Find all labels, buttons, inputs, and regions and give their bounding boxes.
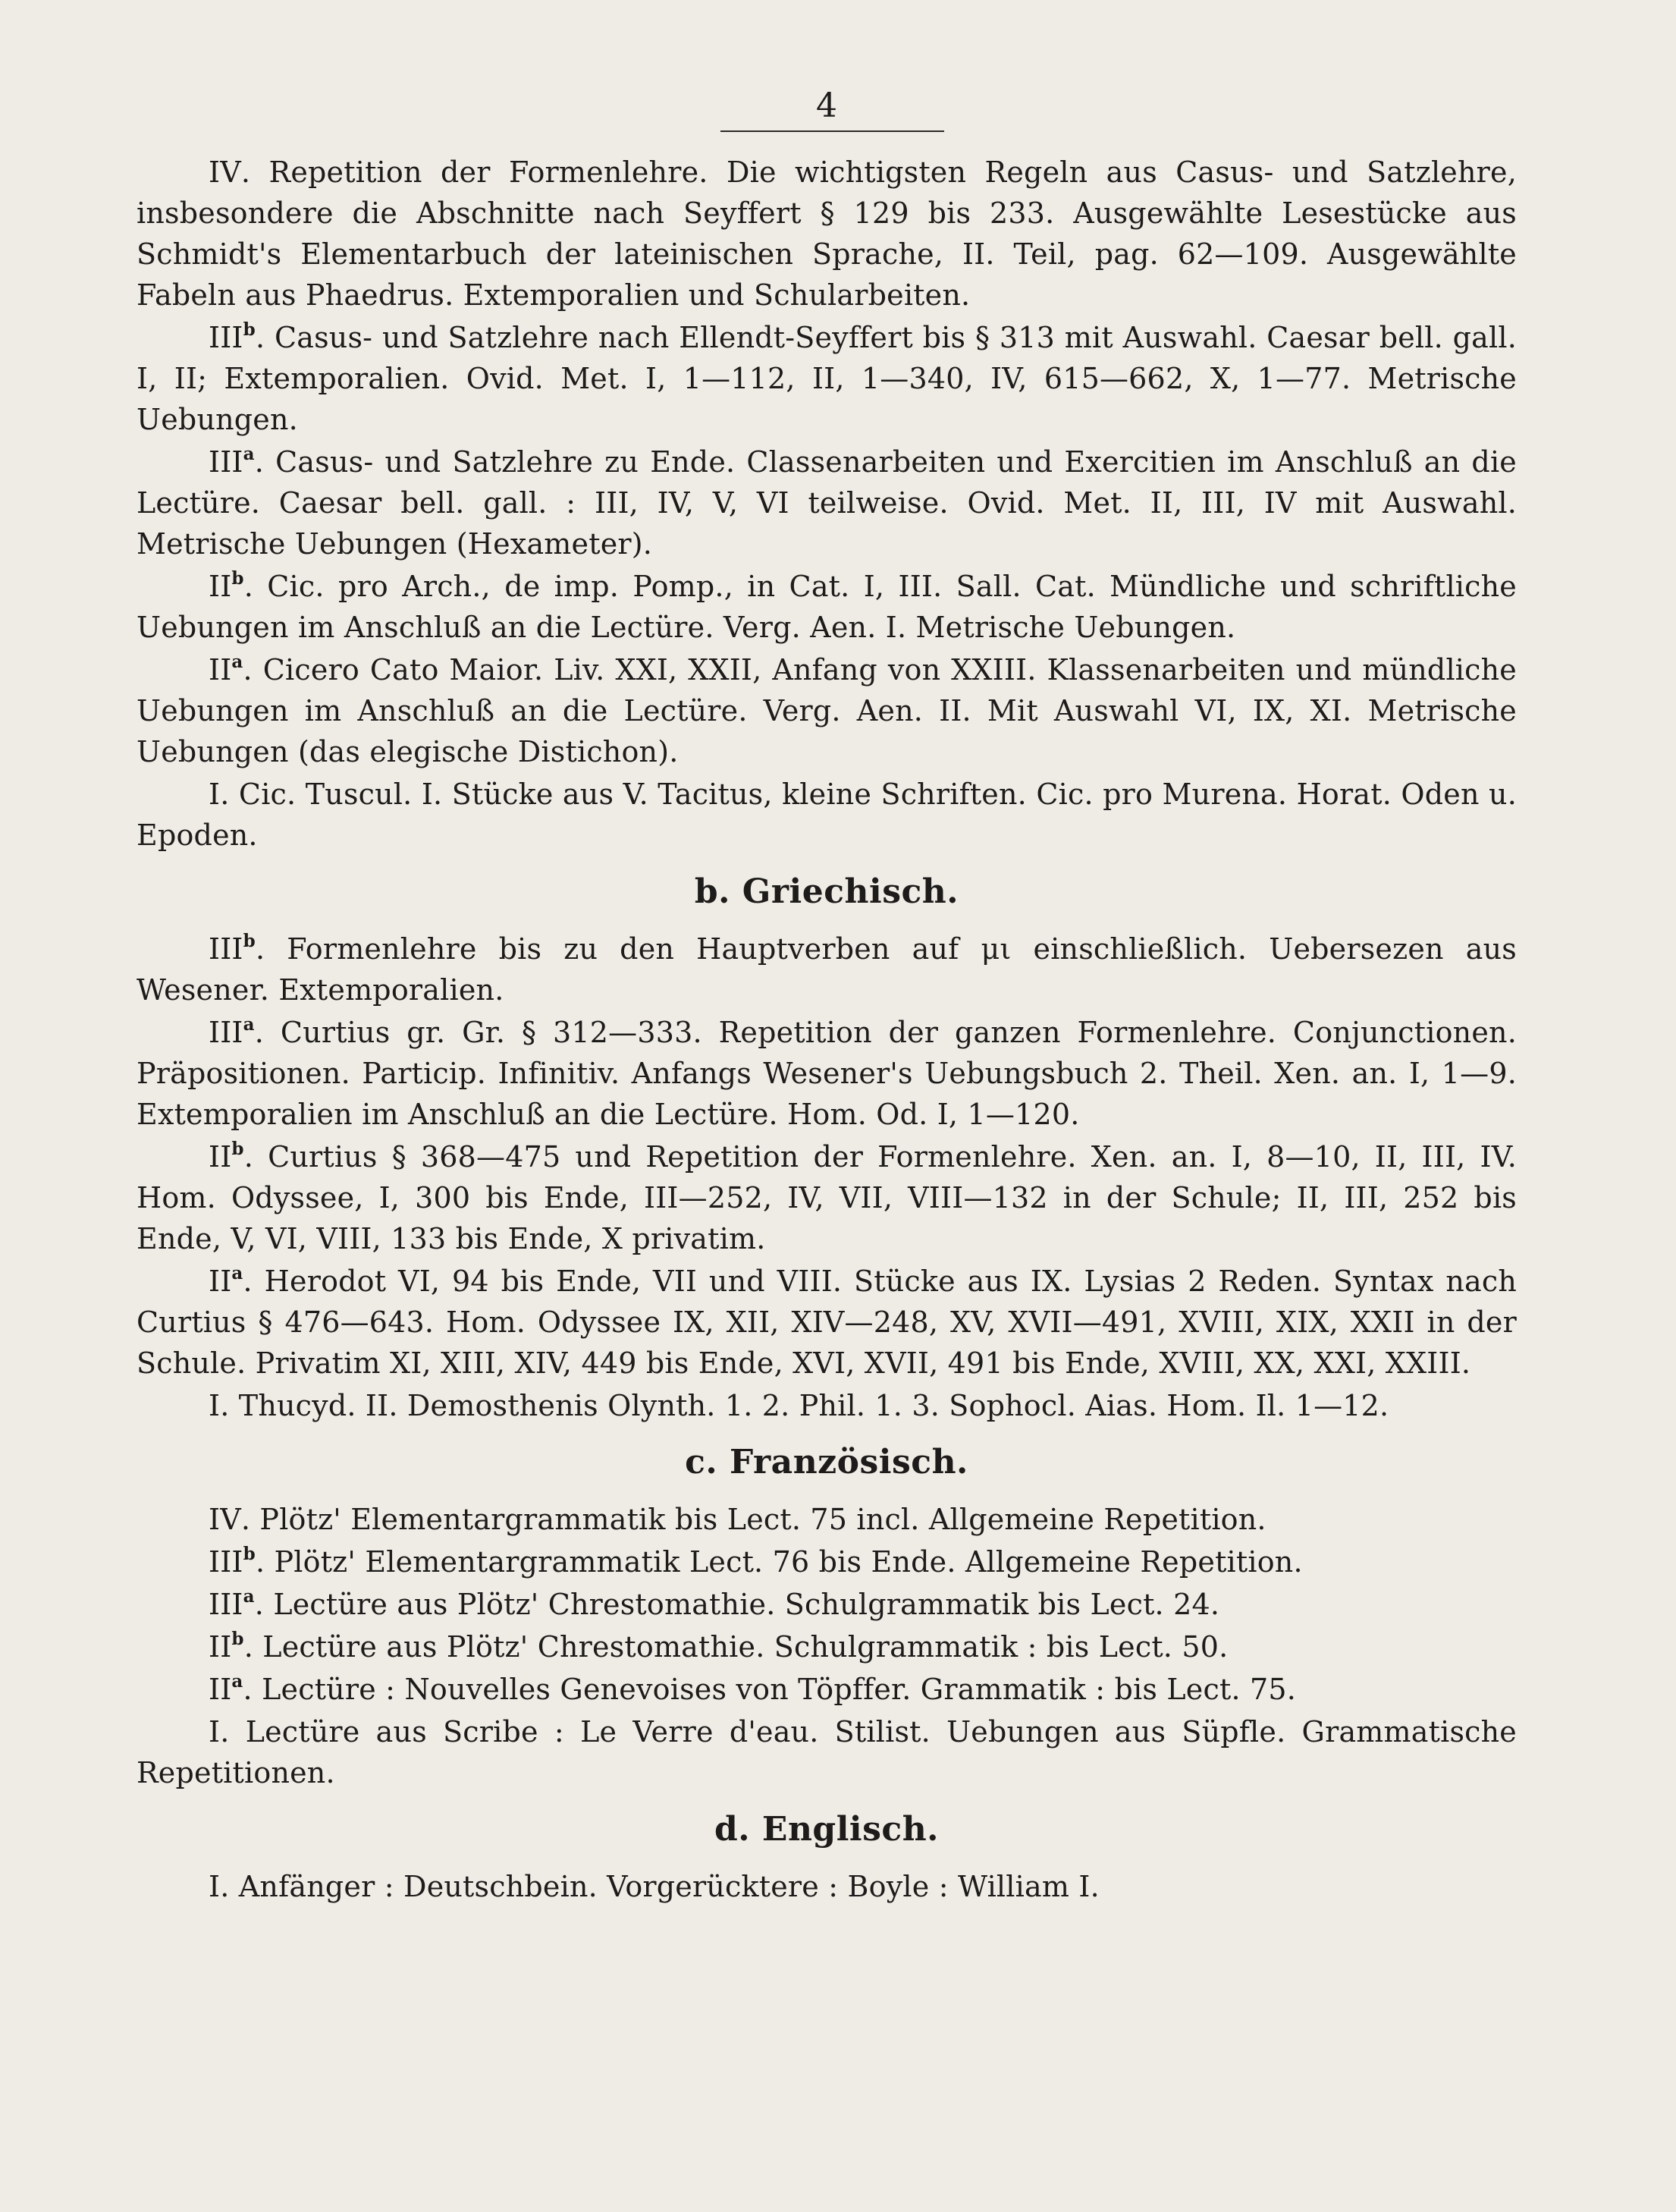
entry-text: Casus- und Satzlehre zu Ende. Classenarbeiten und Exercitien im Anschluß an die Lectüre. Caesar bell. gall. : III, IV, V, VI teilweise. Ovid. Met. II, III, IV mit Auswahl. Metrische Uebungen (Hexameter). — [137, 445, 1517, 561]
section-heading-french: c. Französisch. — [685, 1443, 968, 1481]
english-entry-i: I. Anfänger : Deutschbein. Vorgerücktere : Boyle : William I. — [209, 1870, 1100, 1903]
level-label: II — [209, 570, 232, 603]
french-entry-iiib: III$^b$. Plötz' Elementargrammatik Lect. 76 bis Ende. Allgemeine Repetition. — [209, 1544, 1303, 1579]
header-rule — [720, 130, 944, 132]
french-section — [137, 1440, 1517, 1793]
section-heading-greek: b. Griechisch. — [694, 872, 959, 911]
latin-entry-iib: $II^b$. Cic. pro Arch., de imp. Pomp., in Cat. I, III. Sall. Cat. Mündliche und schriftliche Uebungen im Anschluß an die Lectüre. Verg. Aen. I. Metrische Uebungen. — [137, 568, 1517, 644]
level-label: III — [209, 1588, 243, 1621]
entry-text: Anfänger : Deutschbein. Vorgerücktere : Boyle : William I. — [238, 1870, 1100, 1903]
entry-text: Cic. Tuscul. I. Stücke aus V. Tacitus, kleine Schriften. Cic. pro Murena. Horat. Oden u. Epoden. — [137, 778, 1517, 852]
greek-entry-iib: $II^b$. Curtius § 368—475 und Repetition der Formenlehre. Xen. an. I, 8—10, II, III, IV. Hom. Odyssee, I, 300 bis Ende, III—252, IV, VII, VIII—132 in der Schule; II, III, 252 bis Ende, V, VI, VIII, 133 bis Ende, X privatim. — [137, 1139, 1518, 1255]
level-label: II — [209, 1140, 232, 1174]
latin-entry-iiib: III$^b$. Casus- und Satzlehre nach Ellendt-Seyffert bis § 313 mit Auswahl. Caesar bell. gall. I, II; Extemporalien. Ovid. Met. I, 1—112, II, 1—340, IV, 615—662, X, 1—77. Metrische Uebungen. — [137, 319, 1518, 436]
level-label: III — [209, 932, 243, 966]
level-suffix: a — [243, 1586, 255, 1607]
latin-entry-iiia: III$^a$. Casus- und Satzlehre zu Ende. Classenarbeiten und Exercitien im Anschluß an die Lectüre. Caesar bell. gall. : III, IV, V, VI teilweise. Ovid. Met. II, III, IV mit Auswahl. Metrische Uebungen (Hexameter). — [137, 444, 1517, 561]
level-suffix: a — [243, 444, 255, 464]
level-label: III — [209, 321, 243, 354]
entry-text: Repetition der Formenlehre. Die wichtigsten Regeln aus Casus- und Satzlehre, insbesondere die Abschnitte nach Seyffert § 129 bis 233. Ausgewählte Lesestücke aus Schmidt's Elementarbuch der lateinischen Sprache, II. Teil, pag. 62—109. Ausgewählte Fabeln aus Phaedrus. Extemporalien und Schularbeiten. — [137, 156, 1517, 312]
level-label: I — [209, 1870, 221, 1903]
level-label: IV — [209, 1503, 241, 1536]
page-number: 4 — [816, 86, 837, 125]
level-label: II — [209, 1630, 232, 1664]
greek-entry-i: I. Thucyd. II. Demosthenis Olynth. 1. 2. Phil. 1. 3. Sophocl. Aias. Hom. Il. 1—12. — [209, 1389, 1389, 1422]
level-suffix: a — [231, 1263, 243, 1284]
level-suffix: a — [231, 652, 243, 672]
level-suffix: b — [231, 568, 244, 589]
level-label: IV — [209, 156, 241, 189]
entry-text: Lectüre aus Plötz' Chrestomathie. Schulgrammatik bis Lect. 24. — [273, 1588, 1220, 1621]
latin-entry-iia: $II^a$. Cicero Cato Maior. Liv. XXI, XXII, Anfang von XXIII. Klassenarbeiten und mündliche Uebungen im Anschluß an die Lectüre. Verg. Aen. II. Mit Auswahl VI, IX, XI. Metrische Uebungen (das elegische Distichon). — [137, 652, 1517, 768]
level-suffix: b — [243, 931, 256, 951]
latin-entry-i: I. Cic. Tuscul. I. Stücke aus V. Tacitus, kleine Schriften. Cic. pro Murena. Horat. Oden u. Epoden. — [137, 778, 1517, 852]
level-suffix: b — [243, 319, 256, 340]
level-label: I — [209, 1715, 221, 1749]
curriculum-content — [137, 152, 1517, 1909]
latin-section — [137, 152, 1517, 856]
level-label: I — [209, 778, 221, 811]
entry-text: Herodot VI, 94 bis Ende, VII und VIII. Stücke aus IX. Lysias 2 Reden. Syntax nach Curtius § 476—643. Hom. Odyssee IX, XII, XIV—248, XV, XVII—491, XVIII, XIX, XXII in der Schule. Privatim XI, XIII, XIV, 449 bis Ende, XVI, XVII, 491 bis Ende, XVIII, XX, XXI, XXIII. — [137, 1265, 1518, 1380]
greek-entry-iiia: III$^a$. Curtius gr. Gr. § 312—333. Repetition der ganzen Formenlehre. Conjunctionen. Präpositionen. Particip. Infinitiv. Anfangs Wesener's Uebungsbuch 2. Theil. Xen. an. I, 1—9. Extemporalien im Anschluß an die Lectüre. Hom. Od. I, 1—120. — [137, 1014, 1517, 1131]
english-section — [137, 1807, 1517, 1907]
level-label: II — [209, 1265, 232, 1298]
level-suffix: b — [231, 1139, 244, 1159]
entry-text: Cicero Cato Maior. Liv. XXI, XXII, Anfang von XXIII. Klassenarbeiten und mündliche Uebungen im Anschluß an die Lectüre. Verg. Aen. II. Mit Auswahl VI, IX, XI. Metrische Uebungen (das elegische Distichon). — [137, 653, 1517, 768]
entry-text: Lectüre aus Scribe : Le Verre d'eau. Stilist. Uebungen aus Süpfle. Grammatische Repetitionen. — [137, 1715, 1518, 1789]
level-label: II — [209, 1673, 232, 1706]
greek-entry-iiib: III$^b$. Formenlehre bis zu den Hauptverben auf μι einschließlich. Uebersezen aus Wesener. Extemporalien. — [137, 931, 1517, 1007]
level-suffix: b — [243, 1544, 256, 1564]
entry-text: Curtius § 368—475 und Repetition der Formenlehre. Xen. an. I, 8—10, II, III, IV. Hom. Odyssee, I, 300 bis Ende, III—252, IV, VII, VIII—132 in der Schule; II, III, 252 bis Ende, V, VI, VIII, 133 bis Ende, X privatim. — [137, 1140, 1518, 1255]
entry-text: Lectüre : Nouvelles Genevoises von Töpffer. Grammatik : bis Lect. 75. — [262, 1673, 1297, 1706]
french-entry-iv: IV. Plötz' Elementargrammatik bis Lect. 75 incl. Allgemeine Repetition. — [209, 1503, 1266, 1536]
entry-text: Formenlehre bis zu den Hauptverben auf μι einschließlich. Uebersezen aus Wesener. Extemporalien. — [137, 932, 1517, 1007]
level-label: III — [209, 445, 243, 479]
entry-text: Plötz' Elementargrammatik bis Lect. 75 incl. Allgemeine Repetition. — [259, 1503, 1266, 1536]
level-label: I — [209, 1389, 221, 1422]
entry-text: Cic. pro Arch., de imp. Pomp., in Cat. I, III. Sall. Cat. Mündliche und schriftliche Uebungen im Anschluß an die Lectüre. Verg. Aen. I. Metrische Uebungen. — [137, 570, 1517, 644]
greek-section — [137, 869, 1517, 1426]
entry-text: Curtius gr. Gr. § 312—333. Repetition der ganzen Formenlehre. Conjunctionen. Präpositionen. Particip. Infinitiv. Anfangs Wesener's Uebungsbuch 2. Theil. Xen. an. I, 1—9. Extemporalien im Anschluß an die Lectüre. Hom. Od. I, 1—120. — [137, 1016, 1517, 1131]
entry-text: Lectüre aus Plötz' Chrestomathie. Schulgrammatik : bis Lect. 50. — [262, 1630, 1229, 1664]
french-entry-iiia: III$^a$. Lectüre aus Plötz' Chrestomathie. Schulgrammatik bis Lect. 24. — [209, 1586, 1220, 1621]
level-label: II — [209, 653, 232, 687]
entry-text: Casus- und Satzlehre nach Ellendt-Seyffert bis § 313 mit Auswahl. Caesar bell. gall. I, II; Extemporalien. Ovid. Met. I, 1—112, II, 1—340, IV, 615—662, X, 1—77. Metrische Uebungen. — [137, 321, 1518, 436]
french-entry-iib: $II^b$. Lectüre aus Plötz' Chrestomathie. Schulgrammatik : bis Lect. 50. — [209, 1629, 1229, 1664]
greek-entry-iia: $II^a$. Herodot VI, 94 bis Ende, VII und VIII. Stücke aus IX. Lysias 2 Reden. Syntax nach Curtius § 476—643. Hom. Odyssee IX, XII, XIV—248, XV, XVII—491, XVIII, XIX, XXII in der Schule. Privatim XI, XIII, XIV, 449 bis Ende, XVI, XVII, 491 bis Ende, XVIII, XX, XXI, XXIII. — [137, 1263, 1518, 1380]
level-suffix: a — [243, 1014, 255, 1035]
page — [137, 83, 1517, 2132]
level-label: III — [209, 1545, 243, 1579]
level-suffix: a — [231, 1671, 243, 1692]
entry-text: Plötz' Elementargrammatik Lect. 76 bis Ende. Allgemeine Repetition. — [274, 1545, 1303, 1579]
entry-text: Thucyd. II. Demosthenis Olynth. 1. 2. Phil. 1. 3. Sophocl. Aias. Hom. Il. 1—12. — [238, 1389, 1389, 1422]
level-suffix: b — [231, 1629, 244, 1649]
french-entry-i: I. Lectüre aus Scribe : Le Verre d'eau. Stilist. Uebungen aus Süpfle. Grammatische Repetitionen. — [137, 1715, 1518, 1789]
latin-entry-iv: IV. Repetition der Formenlehre. Die wichtigsten Regeln aus Casus- und Satzlehre, insbesondere die Abschnitte nach Seyffert § 129 bis 233. Ausgewählte Lesestücke aus Schmidt's Elementarbuch der lateinischen Sprache, II. Teil, pag. 62—109. Ausgewählte Fabeln aus Phaedrus. Extemporalien und Schularbeiten. — [137, 156, 1517, 312]
french-entry-iia: $II^a$. Lectüre : Nouvelles Genevoises von Töpffer. Grammatik : bis Lect. 75. — [209, 1671, 1297, 1706]
level-label: III — [209, 1016, 243, 1049]
section-heading-english: d. Englisch. — [714, 1810, 939, 1849]
